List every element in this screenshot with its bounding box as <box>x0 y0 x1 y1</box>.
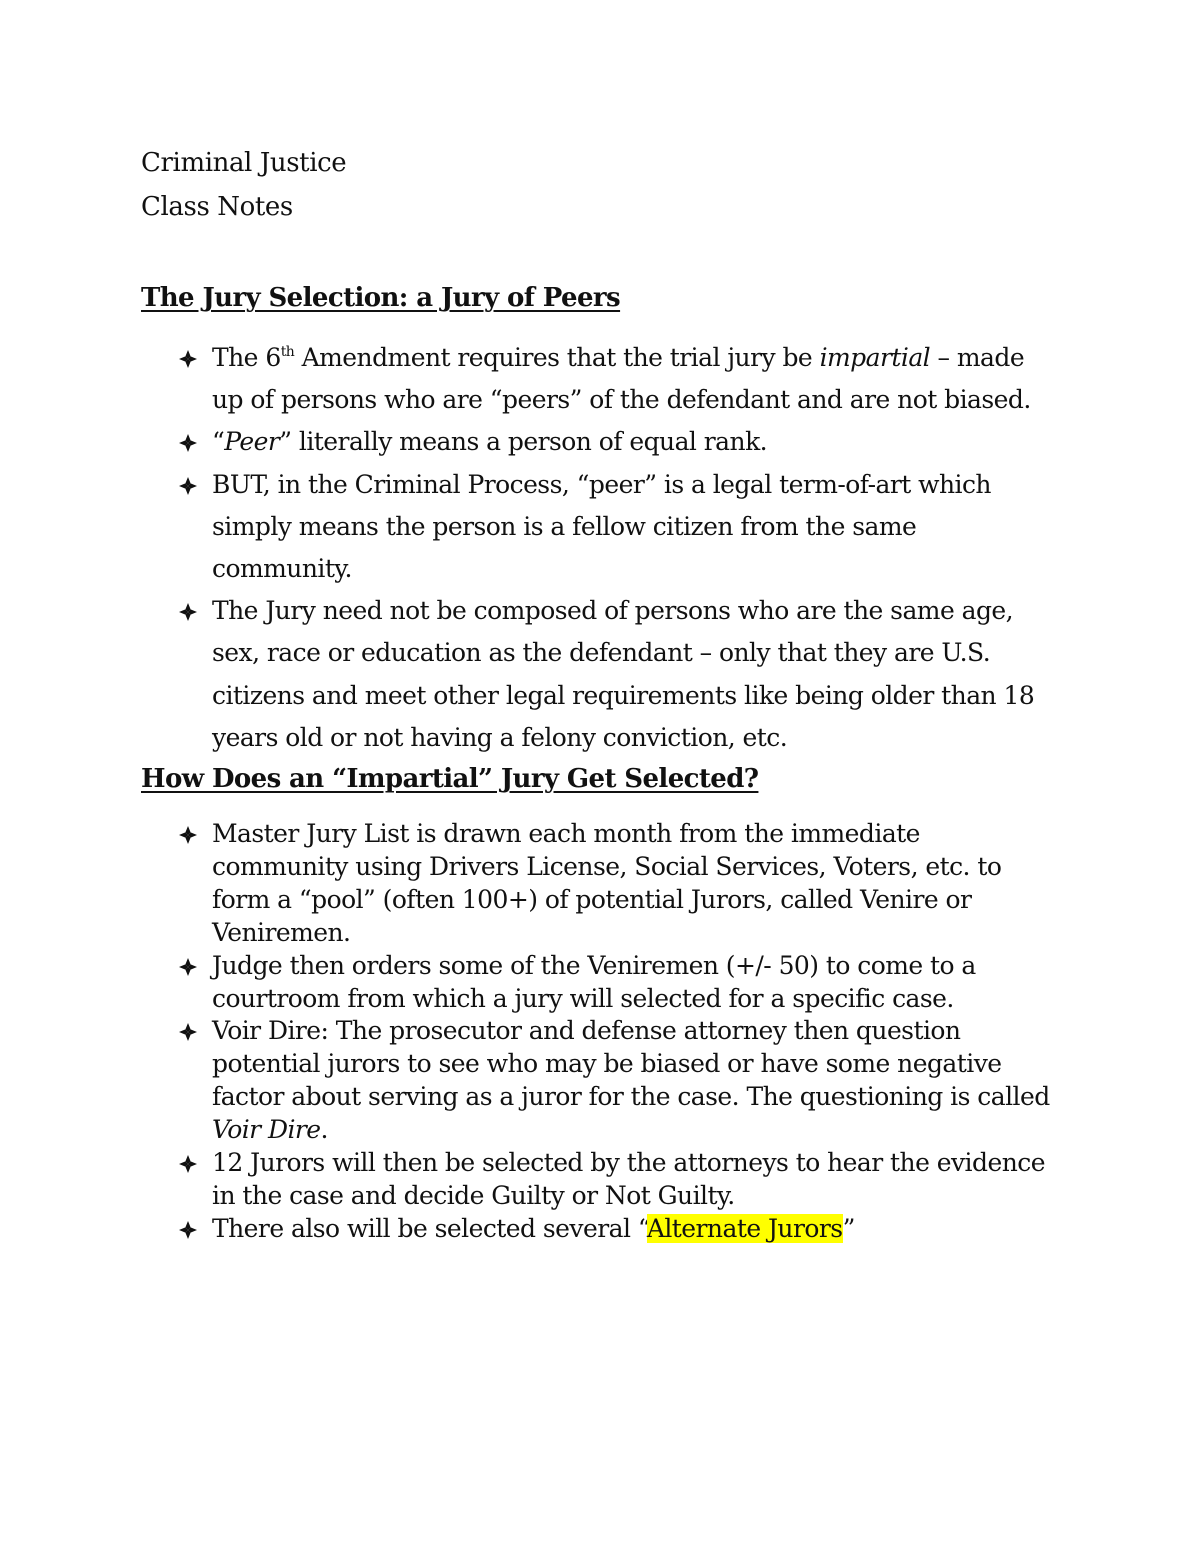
text-run: There also will be selected several “ <box>212 1213 647 1243</box>
text-line: The Jury need not be composed of persons who are the same age, <box>212 596 1014 626</box>
text-line: sex, race or education as the defendant – only that they are U.S. <box>212 638 991 668</box>
diamond-bullet-icon <box>178 590 200 759</box>
bullet-list-impartial-jury <box>178 818 1078 1246</box>
superscript: th <box>280 344 295 360</box>
list-item <box>178 337 1078 421</box>
text-line: Veniremen. <box>212 917 351 947</box>
text-line: Master Jury List is drawn each month from the immediate <box>212 819 920 848</box>
diamond-bullet-icon <box>178 1015 200 1147</box>
text-line: up of persons who are “peers” of the defendant and are not biased. <box>212 385 1031 415</box>
notes-label: Class Notes <box>141 192 293 222</box>
text-line: potential jurors to see who may be biased or have some negative <box>212 1049 1002 1079</box>
list-item <box>178 590 1078 759</box>
text-line: years old or not having a felony conviction, etc. <box>212 722 788 752</box>
text-run: ” literally means a person of equal rank. <box>279 427 768 457</box>
section-heading-jury-of-peers: The Jury Selection: a Jury of Peers <box>141 283 621 313</box>
text-run: . <box>320 1115 328 1145</box>
bullet-list-jury-of-peers <box>178 337 1078 759</box>
text-line: citizens and meet other legal requirements like being older than 18 <box>212 680 1035 710</box>
diamond-bullet-icon <box>178 464 200 591</box>
text-run: The 6 <box>212 343 281 372</box>
emphasis: impartial <box>819 343 931 372</box>
text-line: form a “pool” (often 100+) of potential Jurors, called Venire or <box>212 884 972 914</box>
text-line: Voir Dire: The prosecutor and defense attorney then question <box>212 1016 961 1046</box>
text-line: community using Drivers License, Social Services, Voters, etc. to <box>212 851 1002 881</box>
list-item <box>178 464 1078 591</box>
list-item <box>178 818 1078 950</box>
text-line: simply means the person is a fellow citizen from the same <box>212 511 917 541</box>
diamond-bullet-icon <box>178 337 200 421</box>
text-run: Amendment requires that the trial jury be <box>294 343 820 372</box>
text-run: “ <box>212 427 225 457</box>
diamond-bullet-icon <box>178 818 200 950</box>
text-run: – made <box>930 343 1025 372</box>
list-item <box>178 1213 1078 1246</box>
list-item <box>178 421 1078 463</box>
diamond-bullet-icon <box>178 1213 200 1246</box>
list-item <box>178 1015 1078 1147</box>
text-line: Judge then orders some of the Veniremen (+/- 50) to come to a <box>212 950 976 980</box>
text-line: factor about serving as a juror for the case. The questioning is called <box>212 1082 1050 1112</box>
text-line: 12 Jurors will then be selected by the attorneys to hear the evidence <box>212 1148 1045 1178</box>
list-item <box>178 1147 1078 1213</box>
emphasis: Voir Dire <box>212 1115 321 1145</box>
diamond-bullet-icon <box>178 950 200 1016</box>
list-item <box>178 950 1078 1016</box>
text-line: community. <box>212 554 352 584</box>
text-run: ” <box>842 1213 855 1243</box>
course-title: Criminal Justice <box>141 148 347 178</box>
section-heading-impartial-jury: How Does an “Impartial” Jury Get Selected? <box>141 764 759 794</box>
text-line: BUT, in the Criminal Process, “peer” is a legal term-of-art which <box>212 469 991 499</box>
diamond-bullet-icon <box>178 1147 200 1213</box>
emphasis: Peer <box>224 427 280 457</box>
highlighted-text: Alternate Jurors <box>646 1213 843 1243</box>
text-line: courtroom from which a jury will selected for a specific case. <box>212 983 954 1013</box>
text-line: in the case and decide Guilty or Not Guilty. <box>212 1180 735 1210</box>
diamond-bullet-icon <box>178 421 200 463</box>
